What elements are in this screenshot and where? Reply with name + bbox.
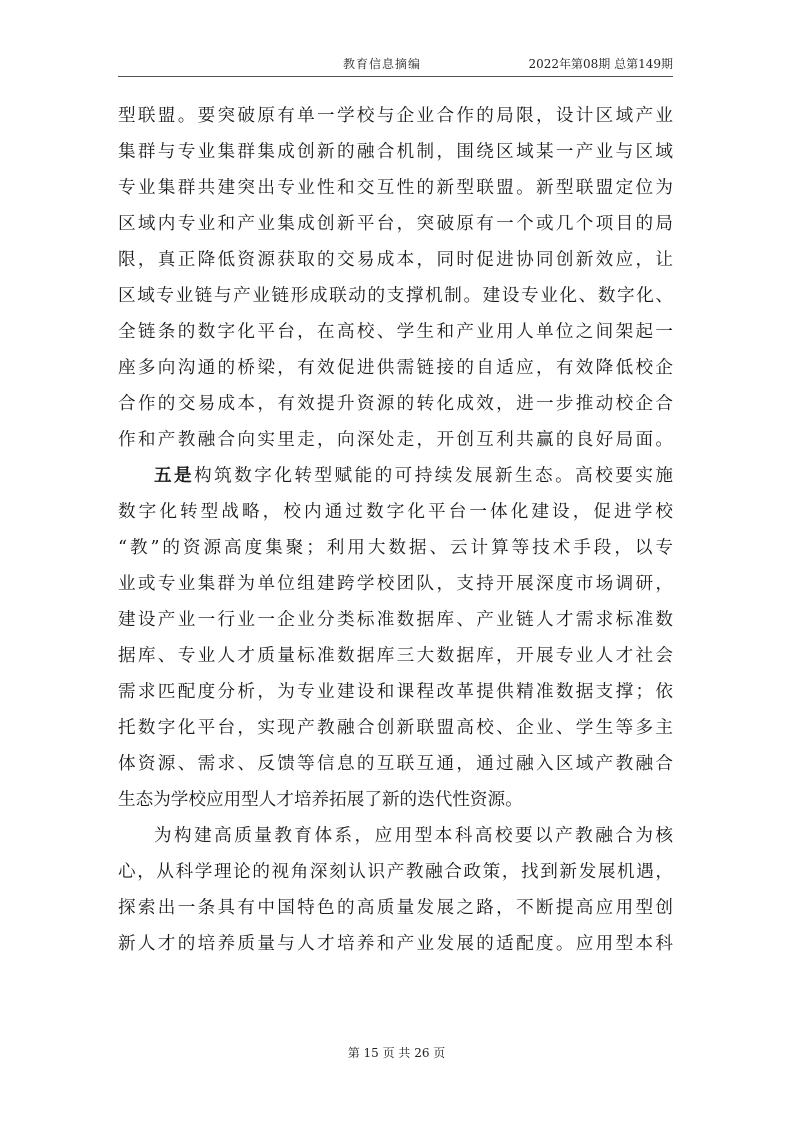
text-line: 探索出一条具有中国特色的高质量发展之路，不断提高应用型创 xyxy=(118,898,673,918)
page-footer xyxy=(0,1044,793,1061)
text-line: 建设产业一行业一企业分类标准数据库、产业链人才需求标准数 xyxy=(118,610,673,630)
text-line: 体资源、需求、反馈等信息的互联互通，通过融入区域产教融合 xyxy=(118,754,673,774)
paragraph-2 xyxy=(118,458,673,818)
text-line: 生态为学校应用型人才培养拓展了新的迭代性资源。 xyxy=(118,790,523,810)
text-line: 心，从科学理论的视角深刻认识产教融合政策，找到新发展机遇， xyxy=(118,862,673,882)
text-line: 全链条的数字化平台，在高校、学生和产业用人单位之间架起一 xyxy=(118,322,673,342)
article-body xyxy=(118,98,673,962)
issue-number: 2022年第08期 总第149期 xyxy=(528,57,673,71)
text-line: 合作的交易成本，有效提升资源的转化成效，进一步推动校企合 xyxy=(118,394,673,414)
text-line: 新人才的培养质量与人才培养和产业发展的适配度。应用型本科 xyxy=(118,934,673,954)
text-line: 需求匹配度分析，为专业建设和课程改革提供精准数据支撑；依 xyxy=(118,682,673,702)
text-line: 业或专业集群为单位组建跨学校团队，支持开展深度市场调研， xyxy=(118,574,673,594)
text-line: 数字化转型战略，校内通过数字化平台一体化建设，促进学校 xyxy=(118,502,673,522)
text-line: 为构建高质量教育体系，应用型本科高校要以产教融合为核 xyxy=(154,826,673,846)
page-header xyxy=(118,55,673,75)
text-line: 座多向沟通的桥梁，有效促进供需链接的自适应，有效降低校企 xyxy=(118,358,673,378)
page-number: 第 15 页 共 26 页 xyxy=(347,1046,446,1060)
publication-title: 教育信息摘编 xyxy=(343,57,422,71)
text-line: 据库、专业人才质量标准数据库三大数据库，开展专业人才社会 xyxy=(118,646,673,666)
paragraph-3 xyxy=(118,818,673,962)
header-divider xyxy=(118,76,673,77)
text-line: 区域内专业和产业集成创新平台，突破原有一个或几个项目的局 xyxy=(118,214,673,234)
text-line: 限，真正降低资源获取的交易成本，同时促进协同创新效应，让 xyxy=(118,250,673,270)
text-line: 区域专业链与产业链形成联动的支撑机制。建设专业化、数字化、 xyxy=(118,286,673,306)
text-line: 集群与专业集群集成创新的融合机制，围绕区域某一产业与区域 xyxy=(118,142,673,162)
text-line: 托数字化平台，实现产教融合创新联盟高校、企业、学生等多主 xyxy=(118,718,673,738)
paragraph-lead: 五是 xyxy=(154,465,195,486)
paragraph-1 xyxy=(118,98,673,458)
text-line: “教”的资源高度集聚；利用大数据、云计算等技术手段，以专 xyxy=(118,538,673,558)
text-line: 专业集群共建突出专业性和交互性的新型联盟。新型联盟定位为 xyxy=(118,178,673,198)
text-line xyxy=(118,458,673,494)
paragraph-first-rest: 构筑数字化转型赋能的可持续发展新生态。高校要实施 xyxy=(194,466,673,486)
text-line: 型联盟。要突破原有单一学校与企业合作的局限，设计区域产业 xyxy=(118,106,673,126)
text-line: 作和产教融合向实里走，向深处走，开创互利共赢的良好局面。 xyxy=(118,430,673,450)
